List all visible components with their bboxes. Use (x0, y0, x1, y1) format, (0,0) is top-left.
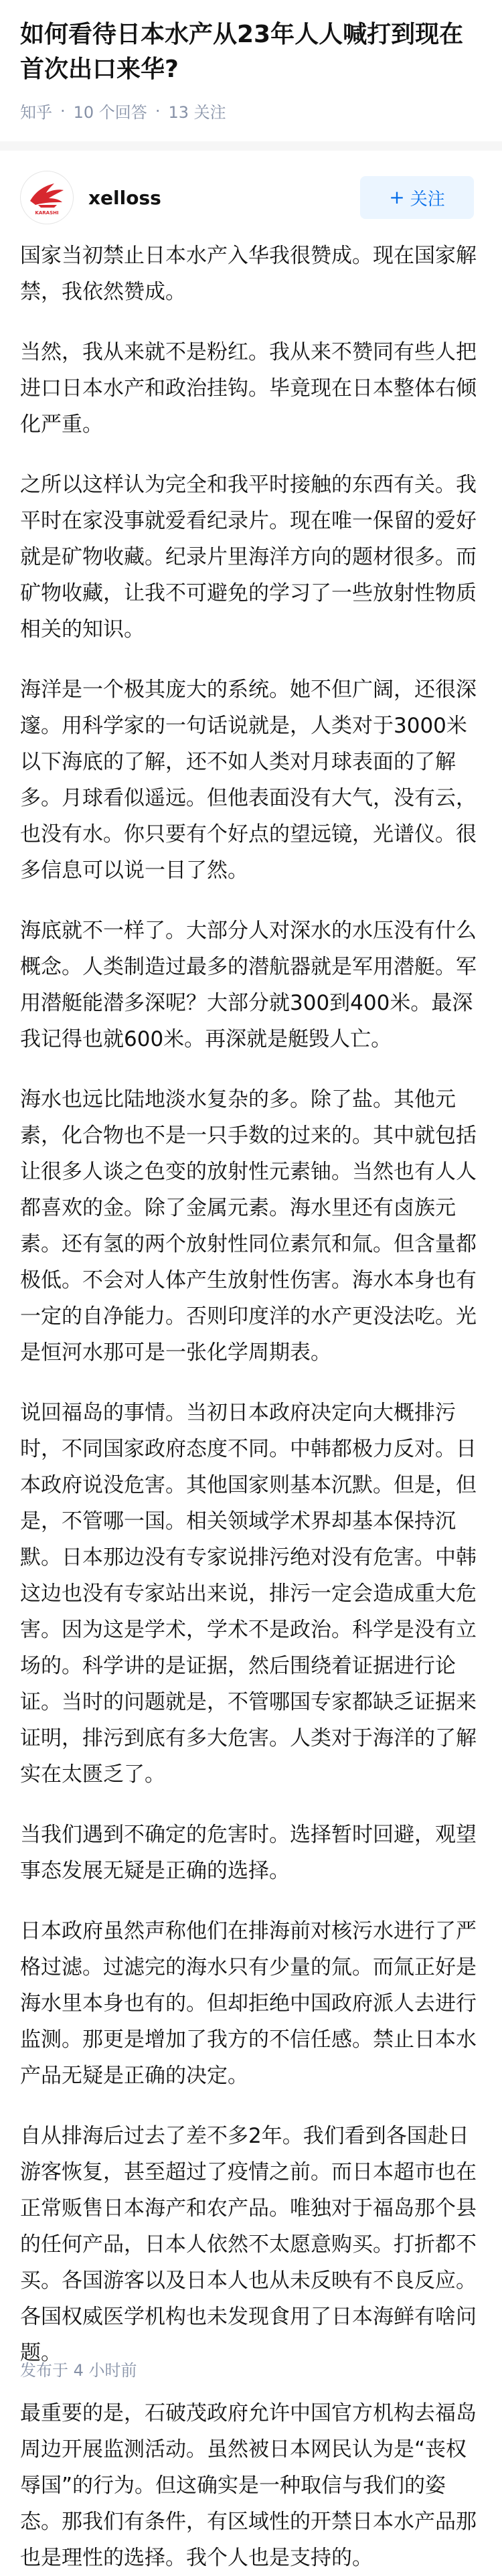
answer-paragraph: 海底就不一样了。大部分人对深水的水压没有什么概念。人类制造过最多的潜航器就是军用潜艇。军用潜艇能潜多深呢？大部分就300到400米。最深我记得也就600米。再深就是艇毁人亡。 (20, 919, 477, 1051)
answer-paragraph: 日本政府虽然声称他们在排海前对核污水进行了严格过滤。过滤完的海水只有少量的氚。而氚正好是海水里本身也有的。但却拒绝中国政府派人去进行监测。那更是增加了我方的不信任感。禁止日本水产品无疑是正确的决定。 (20, 1919, 477, 2088)
meta-separator: · (155, 101, 161, 121)
author-name[interactable]: xelloss (88, 186, 161, 209)
answer-paragraph: 说回福岛的事情。当初日本政府决定向大概排污时，不同国家政府态度不同。中韩都极力反对。日本政府说没危害。其他国家则基本沉默。但是，但是，不管哪一国。相关领域学术界却基本保持沉默。日本那边没有专家说排污绝对没有危害。中韩这边也没有专家站出来说，排污一定会造成重大危害。因为这是学术，学术不是政治。科学是没有立场的。科学讲的是证据，然后围绕着证据进行论证。当时的问题就是，不管哪国专家都缺乏证据来证明，排污到底有多大危害。人类对于海洋的了解实在太匮乏了。 (20, 1401, 477, 1787)
posted-time: 发布于 4 小时前 (20, 2361, 137, 2380)
follow-label: 关注 (410, 189, 445, 210)
avatar[interactable] (20, 171, 74, 224)
answer-paragraph: 最重要的是，石破茂政府允许中国官方机构去福岛周边开展监测活动。虽然被日本网民认为是“丧权辱国”的行为。但这确实是一种取信与我们的姿态。那我们有条件，有区域性的开禁日本水产品那也是理性的选择。我个人也是支持的。 (20, 2401, 477, 2570)
author-bar (0, 151, 502, 227)
answer-paragraph: 当然，我从来就不是粉红。我从来不赞同有些人把进口日本水产和政治挂钩。毕竟现在日本整体右倾化严重。 (20, 340, 477, 437)
answer-count[interactable]: 10 个回答 (73, 103, 147, 122)
answer-paragraph: 海水也远比陆地淡水复杂的多。除了盐。其他元素，化合物也不是一只手数的过来的。其中就包括让很多人谈之色变的放射性元素铀。当然也有人人都喜欢的金。除了金属元素。海水里还有卤族元素。还有氢的两个放射性同位素氘和氚。但含量都极低。不会对人体产生放射性伤害。海水本身也有一定的自净能力。否则印度洋的水产更没法吃。光是恒河水那可是一张化学周期表。 (20, 1087, 477, 1365)
question-header (0, 0, 502, 123)
answer-paragraph: 之所以这样认为完全和我平时接触的东西有关。我平时在家没事就爱看纪录片。现在唯一保留的爱好就是矿物收藏。纪录片里海洋方向的题材很多。而矿物收藏，让我不可避免的学习了一些放射性物质相关的知识。 (20, 473, 477, 641)
answer-paragraph: 当我们遇到不确定的危害时。选择暂时回避，观望事态发展无疑是正确的选择。 (20, 1823, 477, 1883)
follower-count: 13 关注 (168, 103, 226, 122)
section-divider (0, 141, 502, 151)
follow-button[interactable] (360, 176, 474, 219)
answer-paragraph: 国家当初禁止日本水产入华我很赞成。现在国家解禁，我依然赞成。 (20, 244, 477, 304)
meta-separator: · (60, 101, 66, 121)
answer-paragraph: 自从排海后过去了差不多2年。我们看到各国赴日游客恢复，甚至超过了疫情之前。而日本超市也在正常贩售日本海产和农产品。唯独对于福岛那个县的任何产品，日本人依然不太愿意购买。打折都不买。各国游客以及日本人也从未反映有不良反应。各国权威医学机构也未发现食用了日本海鲜有啥问题。 (20, 2124, 477, 2365)
svg-text:KARASHI: KARASHI (35, 210, 59, 216)
question-title[interactable]: 如何看待日本水产从23年人人喊打到现在首次出口来华? (20, 21, 464, 83)
karashi-logo-icon (21, 171, 73, 224)
question-meta (20, 99, 482, 123)
plus-icon: + (389, 186, 405, 208)
source-label[interactable]: 知乎 (20, 103, 52, 122)
answer-body (0, 227, 502, 2576)
answer-paragraph: 海洋是一个极其庞大的系统。她不但广阔，还很深邃。用科学家的一句话说就是，人类对于3000米以下海底的了解，还不如人类对月球表面的了解多。月球看似遥远。但他表面没有大气，没有云，也没有水。你只要有个好点的望远镜，光谱仪。很多信息可以说一目了然。 (20, 678, 477, 883)
